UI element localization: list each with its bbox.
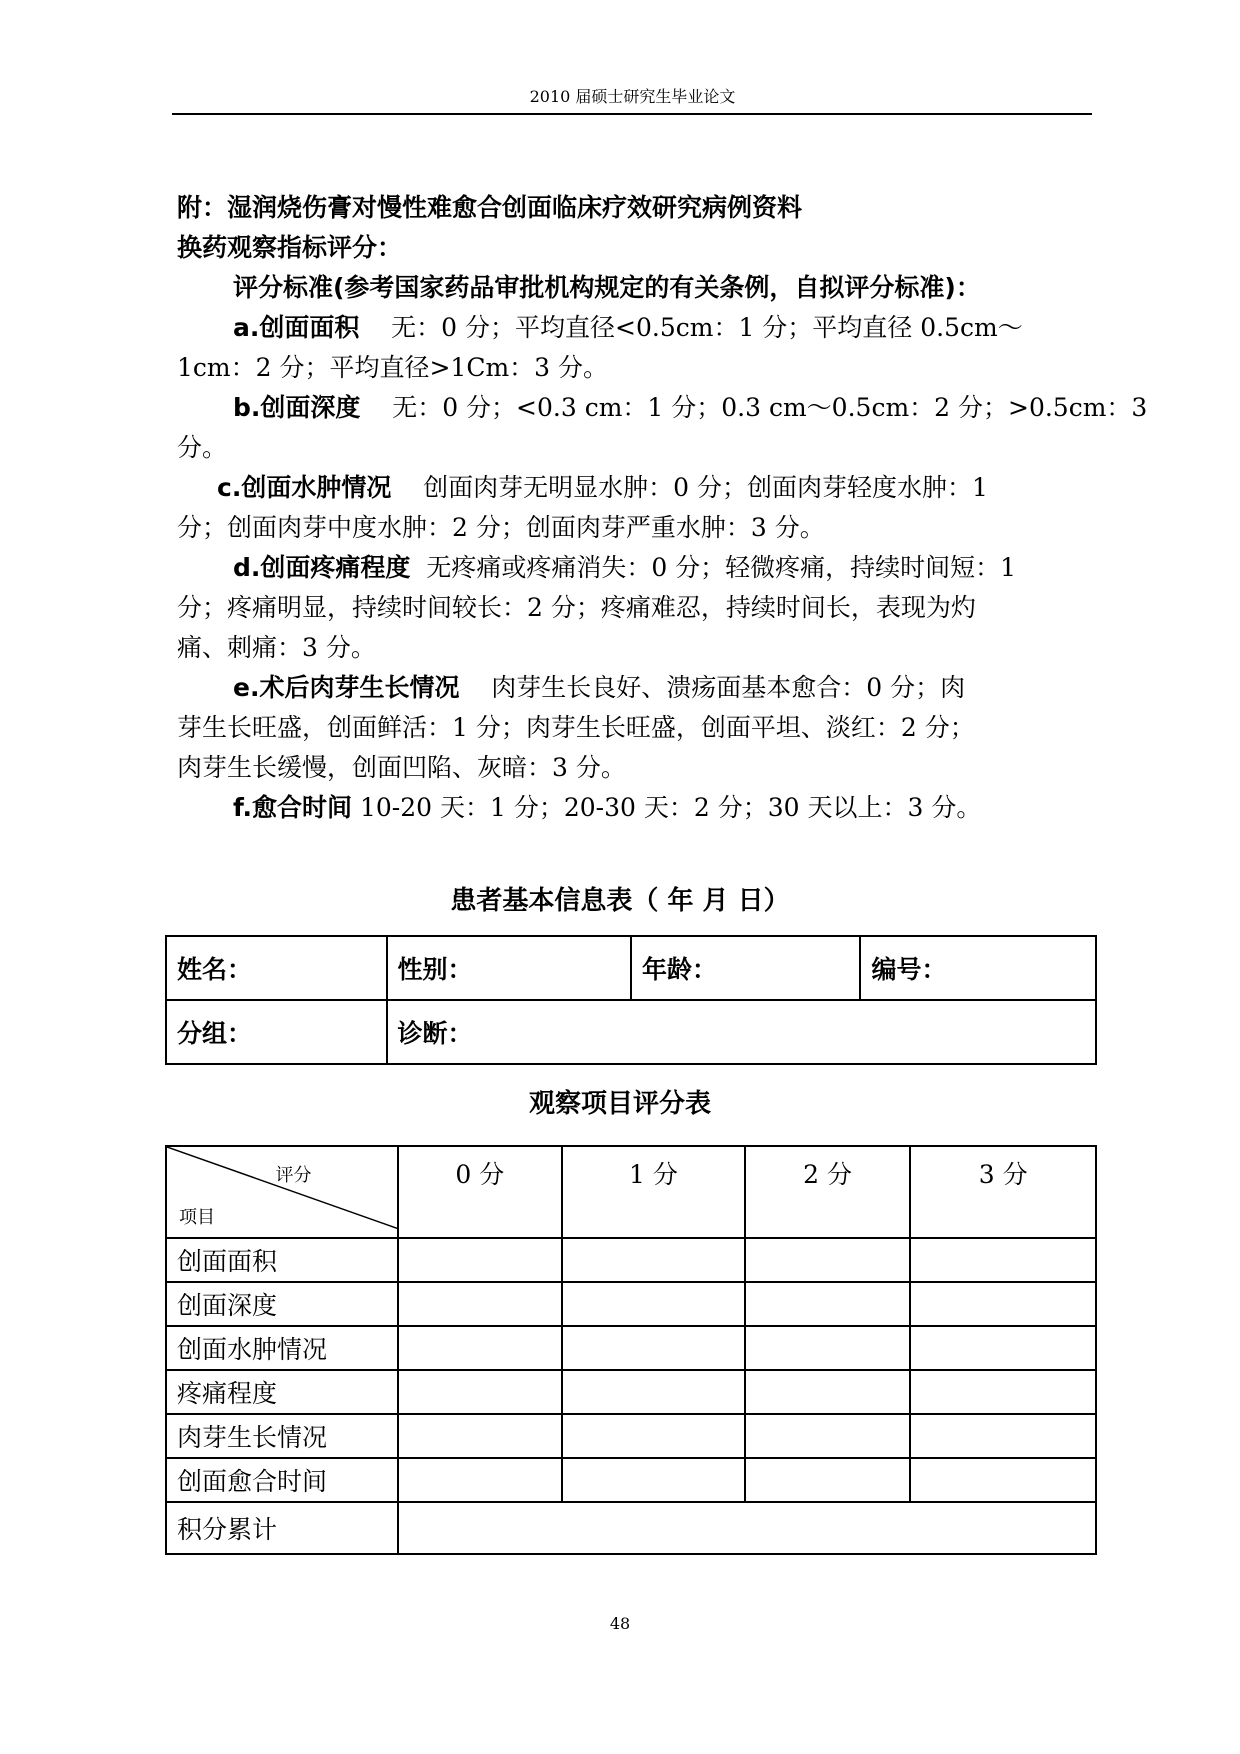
name-field[interactable]: 姓名： [166,936,387,1000]
running-header: 2010 届硕士研究生毕业论文 [529,87,736,106]
gender-field[interactable]: 性别： [387,936,631,1000]
score-cell[interactable] [398,1282,563,1326]
criterion-a-line1 [177,308,1089,348]
criterion-b-line2: 分。 [177,433,228,462]
table-row [166,1414,1096,1458]
row-label-pain: 疼痛程度 [166,1370,398,1414]
score-cell[interactable] [910,1326,1096,1370]
criterion-b-label: b.创面深度 [233,393,361,422]
criterion-c-line1 [177,468,1089,508]
score-cell[interactable] [745,1238,911,1282]
score-cell[interactable] [910,1238,1096,1282]
criterion-c-line2: 分；创面肉芽中度水肿：2 分；创面肉芽严重水肿：3 分。 [177,513,825,542]
column-header-1: 1 分 [562,1146,745,1238]
column-header-3: 3 分 [910,1146,1096,1238]
criterion-e-line3: 肉芽生长缓慢，创面凹陷、灰暗：3 分。 [177,753,626,782]
criterion-b-line1 [177,388,1148,428]
criterion-a-label: a.创面面积 [233,313,360,342]
score-cell[interactable] [745,1282,911,1326]
row-label-edema: 创面水肿情况 [166,1326,398,1370]
criterion-d-text: 无疼痛或疼痛消失：0 分；轻微疼痛，持续时间短：1 [426,553,1017,582]
criterion-d-line2: 分；疼痛明显，持续时间较长：2 分；疼痛难忍，持续时间长，表现为灼 [177,593,976,622]
row-label-wound-depth: 创面深度 [166,1282,398,1326]
criterion-d-line1 [177,548,1089,588]
corner-header-cell [166,1146,398,1238]
score-cell[interactable] [562,1282,745,1326]
criterion-f-text: 10-20 天：1 分；20-30 天：2 分；30 天以上：3 分。 [359,793,982,822]
score-cell[interactable] [398,1414,563,1458]
age-field[interactable]: 年龄： [631,936,861,1000]
criterion-f-line1 [177,788,1089,828]
score-cell[interactable] [398,1370,563,1414]
column-header-2: 2 分 [745,1146,911,1238]
score-cell[interactable] [398,1458,563,1502]
table-row [166,1502,1096,1554]
score-cell[interactable] [910,1458,1096,1502]
score-cell[interactable] [745,1458,911,1502]
criterion-c-text: 创面肉芽无明显水肿：0 分；创面肉芽轻度水肿：1 [423,473,988,502]
table-row [166,1000,1096,1064]
column-header-0: 0 分 [398,1146,563,1238]
corner-score-label: 评分 [275,1165,312,1186]
score-cell[interactable] [910,1370,1096,1414]
score-cell[interactable] [562,1238,745,1282]
table-header-row [166,1146,1096,1238]
id-field[interactable]: 编号： [860,936,1096,1000]
criterion-a-text: 无：0 分；平均直径<0.5cm：1 分；平均直径 0.5cm～ [391,313,1023,342]
patient-table-title: 患者基本信息表（ 年 月 日） [450,886,790,916]
appendix-title: 附：湿润烧伤膏对慢性难愈合创面临床疗效研究病例资料 [177,193,803,222]
table-row [166,1370,1096,1414]
criterion-d-label: d.创面疼痛程度 [233,553,411,582]
header-rule [172,113,1092,115]
score-cell[interactable] [910,1414,1096,1458]
criterion-b-text: 无：0 分；<0.3 cm：1 分；0.3 cm～0.5cm：2 分；>0.5cm：3 [392,393,1148,422]
score-cell[interactable] [562,1370,745,1414]
criteria-intro: 评分标准(参考国家药品审批机构规定的有关条例，自拟评分标准)： [233,273,981,302]
score-cell[interactable] [398,1238,563,1282]
criterion-d-line3: 痛、刺痛：3 分。 [177,633,376,662]
table-row [166,936,1096,1000]
criterion-f-label: f.愈合时间 [233,793,353,822]
criterion-e-line1 [177,668,1089,708]
row-label-total: 积分累计 [166,1502,398,1554]
row-label-healing-time: 创面愈合时间 [166,1458,398,1502]
score-cell[interactable] [910,1282,1096,1326]
criterion-e-label: e.术后肉芽生长情况 [233,673,460,702]
appendix-subtitle: 换药观察指标评分： [177,233,403,262]
criterion-c-label: c.创面水肿情况 [217,473,392,502]
score-table-title: 观察项目评分表 [528,1089,711,1119]
appendix-body [177,188,1148,828]
corner-item-label: 项目 [179,1207,215,1228]
criterion-a-line2: 1cm：2 分；平均直径>1Cm：3 分。 [177,353,609,382]
score-cell[interactable] [745,1370,911,1414]
score-table [165,1145,1097,1555]
score-cell[interactable] [745,1326,911,1370]
score-cell[interactable] [562,1414,745,1458]
table-row [166,1326,1096,1370]
diagnosis-field[interactable]: 诊断： [387,1000,1096,1064]
score-cell[interactable] [398,1326,563,1370]
table-row [166,1238,1096,1282]
group-field[interactable]: 分组： [166,1000,387,1064]
criterion-e-line2: 芽生长旺盛，创面鲜活：1 分；肉芽生长旺盛，创面平坦、淡红：2 分； [177,713,975,742]
patient-info-table [165,935,1097,1065]
page-number: 48 [609,1614,631,1633]
table-row [166,1282,1096,1326]
total-score-cell[interactable] [398,1502,1097,1554]
criterion-e-text: 肉芽生长良好、溃疡面基本愈合：0 分；肉 [491,673,966,702]
score-cell[interactable] [562,1458,745,1502]
row-label-granulation: 肉芽生长情况 [166,1414,398,1458]
score-cell[interactable] [562,1326,745,1370]
row-label-wound-area: 创面面积 [166,1238,398,1282]
score-cell[interactable] [745,1414,911,1458]
table-row [166,1458,1096,1502]
